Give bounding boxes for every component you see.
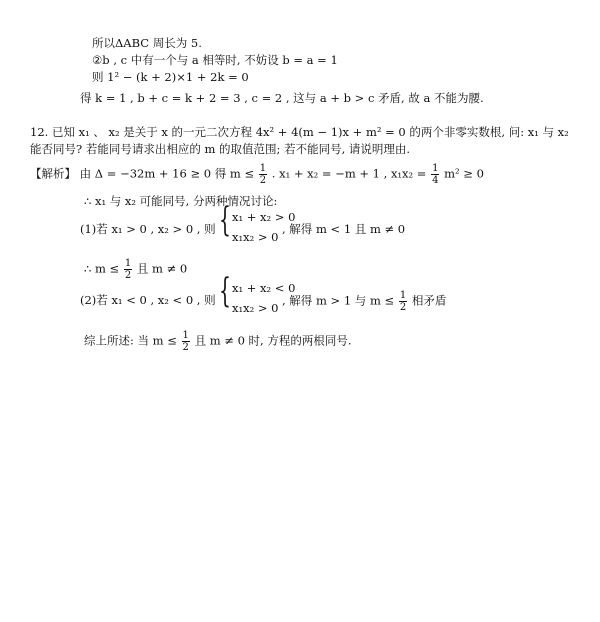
case2-suffix-a: , 解得 m > 1 与 m ≤ — [282, 293, 395, 308]
case2-suffix — [282, 290, 446, 313]
fraction-numerator: 1 — [124, 258, 132, 269]
case1-suffix: , 解得 m < 1 且 m ≠ 0 — [282, 222, 406, 236]
case1-system-row2: x₁x₂ > 0 — [232, 230, 279, 244]
fraction-one-half — [182, 330, 190, 353]
fraction-one-half — [259, 163, 267, 186]
case2-system-row2: x₁x₂ > 0 — [232, 301, 279, 315]
left-brace: { — [219, 200, 231, 240]
therefore-text-a: ∴ m ≤ — [84, 261, 120, 276]
case1-prefix: (1)若 x₁ > 0 , x₂ > 0 , 则 — [80, 222, 216, 236]
therefore-line — [84, 258, 187, 281]
solution-line1 — [30, 163, 484, 186]
fraction-denominator: 2 — [124, 270, 132, 281]
conclusion-line: 得 k = 1 , b + c = k + 2 = 3 , c = 2 , 这与 a + b > c 矛盾, 故 a 不能为腰. — [80, 91, 484, 105]
then-equation-line: 则 1² − (k + 2)×1 + 2k = 0 — [92, 70, 249, 84]
fraction-one-half — [399, 290, 407, 313]
perimeter-line: 所以ΔABC 周长为 5. — [92, 36, 202, 50]
fraction-numerator: 1 — [399, 290, 407, 301]
discriminant-text: 由 Δ = −32m + 16 ≥ 0 得 m ≤ — [79, 166, 255, 181]
summary-text-a: 综上所述: 当 m ≤ — [84, 333, 177, 348]
case2-suffix-b: 相矛盾 — [411, 293, 447, 308]
fraction-denominator: 4 — [432, 175, 439, 186]
fraction-numerator: 1 — [432, 163, 439, 174]
left-brace: { — [219, 271, 231, 311]
summary-text-b: 且 m ≠ 0 时, 方程的两根同号. — [194, 333, 352, 348]
case2-prefix: (2)若 x₁ < 0 , x₂ < 0 , 则 — [80, 293, 216, 307]
case1-system-row1: x₁ + x₂ > 0 — [232, 210, 296, 224]
question-12-line1: 12. 已知 x₁ 、 x₂ 是关于 x 的一元二次方程 4x² + 4(m − 1)x + m² = 0 的两个非零实数根, 问: x₁ 与 x₂ — [30, 125, 569, 139]
summary-line — [84, 330, 352, 353]
fraction-numerator: 1 — [182, 330, 189, 341]
case2-system-row1: x₁ + x₂ < 0 — [232, 281, 296, 295]
case2-line: ②b , c 中有一个与 a 相等时, 不妨设 b = a = 1 — [92, 53, 338, 67]
product-text: m² ≥ 0 — [444, 166, 484, 181]
vieta-text: . x₁ + x₂ = −m + 1 , x₁x₂ = — [271, 166, 427, 181]
question-12-line2: 能否同号? 若能同号请求出相应的 m 的取值范围; 若不能同号, 请说明理由. — [30, 142, 411, 156]
fraction-denominator: 2 — [399, 302, 407, 313]
fraction-denominator: 2 — [182, 342, 189, 353]
fraction-denominator: 2 — [259, 175, 267, 186]
therefore-text-b: 且 m ≠ 0 — [136, 261, 188, 276]
fraction-numerator: 1 — [259, 163, 267, 174]
possible-line: ∴ x₁ 与 x₂ 可能同号, 分两种情况讨论: — [84, 194, 278, 208]
solution-tag: 【解析】 — [30, 166, 76, 181]
fraction-one-quarter — [431, 163, 439, 186]
fraction-one-half — [124, 258, 132, 281]
